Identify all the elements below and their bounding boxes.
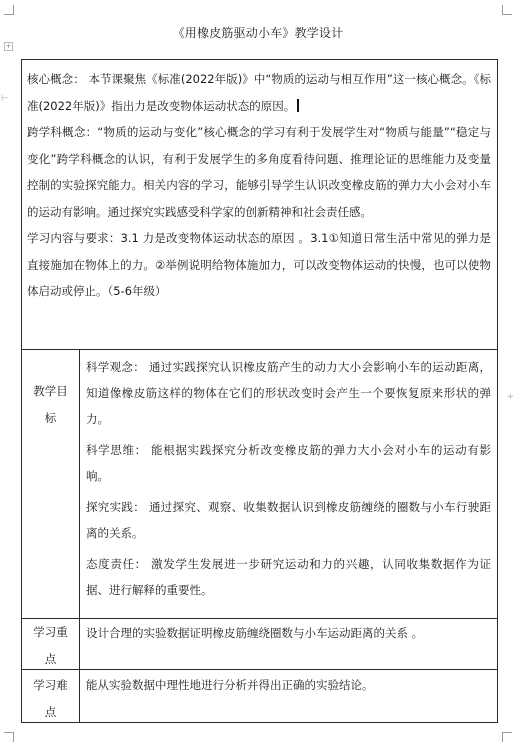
table-row-focus	[22, 619, 497, 670]
content-requirements-paragraph: 学习内容与要求：3.1 力是改变物体运动状态的原因 。3.1①知道日常生活中常见的弹力是直接施加在物体上的力。②举例说明给物体施加力，可以改变物体运动的快慢，也可以使物体启动或停止。（5-6年级）	[27, 231, 491, 298]
text-cursor	[297, 99, 299, 112]
row-insert-handle-icon[interactable]: +	[506, 392, 514, 402]
difficulty-label[interactable]: 学习难点	[22, 670, 80, 722]
goal-item-science-concept: 科学观念： 通过实践探究认识橡皮筋产生的动力大小会影响小车的运动距离，知道像橡皮筋这样的物体在它们的形状改变时会产生一个要恢复原来形状的弹力。	[86, 360, 491, 426]
goal-item-attitude: 态度责任： 激发学生发展进一步研究运动和力的兴趣，认同收集数据作为证据、进行解释的重要性。	[86, 557, 491, 597]
difficulty-text: 能从实验数据中理性地进行分析并得出正确的实验结论。	[86, 678, 374, 692]
page-corner-mark-top-left	[4, 5, 14, 15]
goals-content-cell[interactable]	[80, 350, 497, 618]
lesson-design-table	[21, 59, 498, 723]
focus-text: 设计合理的实验数据证明橡皮筋缠绕圈数与小车运动距离的关系 。	[86, 626, 424, 640]
concept-cell[interactable]	[22, 60, 497, 350]
difficulty-content-cell[interactable]	[80, 670, 497, 722]
table-row-goals	[22, 350, 497, 619]
core-concept-text: 核心概念： 本节课聚焦《标准(2022年版)》中“物质的运动与相互作用”这一核心概念。《标准(2022年版)》指出力是改变物体运动状态的原因。	[27, 72, 491, 113]
page-corner-mark-bottom-left	[4, 732, 14, 742]
margin-marker-icon: ⊢	[1, 94, 9, 104]
table-row-difficulty	[22, 670, 497, 722]
focus-content-cell[interactable]	[80, 619, 497, 669]
document-title: 《用橡皮筋驱动小车》教学设计	[172, 26, 344, 40]
goals-label[interactable]: 教学目标	[22, 350, 80, 618]
focus-label[interactable]: 学习重点	[22, 619, 80, 669]
table-move-handle-icon[interactable]: +	[5, 42, 12, 50]
page-corner-mark-top-right	[502, 5, 512, 15]
page-corner-mark-bottom-right	[502, 732, 512, 742]
cross-discipline-paragraph: 跨学科概念：“物质的运动与变化”核心概念的学习有利于发展学生对“物质与能量”“稳定与变化”跨学科概念的认识，有利于发展学生的多角度看待问题、推理论证的思维能力及变量控制的实验探究能力。相关内容的学习，能够引导学生认识改变橡皮筋的弹力大小会对小车的运动有影响。通过探究实践感受科学家的创新精神和社会责任感。	[27, 125, 491, 219]
goal-item-inquiry-practice: 探究实践： 通过探究、观察、收集数据认识到橡皮筋缠绕的圈数与小车行驶距离的关系。	[86, 500, 491, 540]
core-concept-paragraph	[27, 66, 491, 119]
goal-item-science-thinking: 科学思维： 能根据实践探究分析改变橡皮筋的弹力大小会对小车的运动有影响。	[86, 443, 491, 483]
